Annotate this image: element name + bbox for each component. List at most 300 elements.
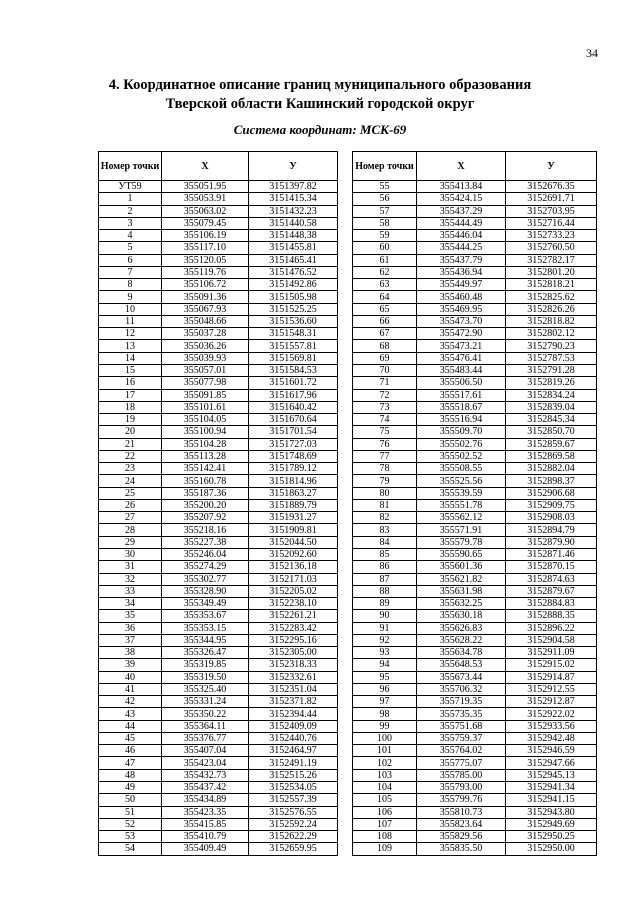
cell-y: 3151505.98 bbox=[249, 291, 338, 303]
cell-y: 3152283.42 bbox=[249, 622, 338, 634]
table-row bbox=[353, 806, 597, 818]
cell-point-number: 54 bbox=[99, 843, 162, 855]
cell-x: 355437.42 bbox=[162, 782, 249, 794]
table-row bbox=[353, 757, 597, 769]
cell-x: 355509.70 bbox=[417, 426, 506, 438]
cell-x: 355413.84 bbox=[417, 181, 506, 193]
cell-point-number: 78 bbox=[353, 463, 417, 475]
cell-x: 355119.76 bbox=[162, 266, 249, 278]
cell-x: 355829.56 bbox=[417, 831, 506, 843]
table-row bbox=[353, 328, 597, 340]
cell-point-number: 86 bbox=[353, 561, 417, 573]
cell-y: 3152884.83 bbox=[506, 598, 597, 610]
cell-y: 3152912.55 bbox=[506, 683, 597, 695]
cell-y: 3152947.66 bbox=[506, 757, 597, 769]
cell-x: 355187.36 bbox=[162, 487, 249, 499]
cell-x: 355626.83 bbox=[417, 622, 506, 634]
cell-x: 355551.78 bbox=[417, 499, 506, 511]
cell-point-number: 72 bbox=[353, 389, 417, 401]
cell-y: 3151476.52 bbox=[249, 266, 338, 278]
table-row bbox=[99, 377, 338, 389]
cell-y: 3152440.76 bbox=[249, 732, 338, 744]
cell-x: 355632.25 bbox=[417, 598, 506, 610]
cell-point-number: 31 bbox=[99, 561, 162, 573]
table-row bbox=[353, 463, 597, 475]
cell-y: 3152896.22 bbox=[506, 622, 597, 634]
table-row bbox=[99, 291, 338, 303]
table-row bbox=[99, 757, 338, 769]
table-row bbox=[99, 708, 338, 720]
cell-y: 3151617.96 bbox=[249, 389, 338, 401]
cell-y: 3152870.15 bbox=[506, 561, 597, 573]
cell-x: 355326.47 bbox=[162, 647, 249, 659]
cell-x: 355328.90 bbox=[162, 585, 249, 597]
table-row bbox=[99, 659, 338, 671]
cell-y: 3152942.48 bbox=[506, 732, 597, 744]
cell-y: 3151701.54 bbox=[249, 426, 338, 438]
table-row bbox=[353, 352, 597, 364]
cell-point-number: 5 bbox=[99, 242, 162, 254]
cell-y: 3152871.46 bbox=[506, 548, 597, 560]
table-row bbox=[353, 696, 597, 708]
cell-point-number: 82 bbox=[353, 512, 417, 524]
table-row bbox=[353, 683, 597, 695]
cell-point-number: 8 bbox=[99, 279, 162, 291]
cell-x: 355460.48 bbox=[417, 291, 506, 303]
cell-x: 355472.90 bbox=[417, 328, 506, 340]
cell-point-number: 33 bbox=[99, 585, 162, 597]
cell-x: 355751.68 bbox=[417, 720, 506, 732]
table-row bbox=[99, 450, 338, 462]
cell-point-number: 64 bbox=[353, 291, 417, 303]
cell-x: 355437.29 bbox=[417, 205, 506, 217]
cell-point-number: 9 bbox=[99, 291, 162, 303]
cell-point-number: 12 bbox=[99, 328, 162, 340]
cell-point-number: 1 bbox=[99, 193, 162, 205]
table-row bbox=[353, 315, 597, 327]
cell-y: 3152874.63 bbox=[506, 573, 597, 585]
table-row bbox=[353, 598, 597, 610]
cell-y: 3151789.12 bbox=[249, 463, 338, 475]
cell-y: 3152945.13 bbox=[506, 769, 597, 781]
cell-point-number: 68 bbox=[353, 340, 417, 352]
cell-point-number: 69 bbox=[353, 352, 417, 364]
cell-y: 3152941.15 bbox=[506, 794, 597, 806]
table-row bbox=[353, 573, 597, 585]
cell-point-number: 19 bbox=[99, 414, 162, 426]
cell-x: 355810.73 bbox=[417, 806, 506, 818]
header-x: X bbox=[417, 152, 506, 181]
cell-y: 3152818.21 bbox=[506, 279, 597, 291]
cell-x: 355227.38 bbox=[162, 536, 249, 548]
cell-x: 355037.28 bbox=[162, 328, 249, 340]
cell-point-number: 40 bbox=[99, 671, 162, 683]
coordinates-table-right bbox=[352, 151, 597, 856]
table-row bbox=[99, 254, 338, 266]
cell-point-number: 98 bbox=[353, 708, 417, 720]
cell-y: 3151548.31 bbox=[249, 328, 338, 340]
cell-point-number: 80 bbox=[353, 487, 417, 499]
table-row bbox=[99, 806, 338, 818]
cell-y: 3152044.50 bbox=[249, 536, 338, 548]
cell-y: 3151584.53 bbox=[249, 364, 338, 376]
cell-y: 3152801.20 bbox=[506, 266, 597, 278]
cell-x: 355039.93 bbox=[162, 352, 249, 364]
cell-y: 3152850.70 bbox=[506, 426, 597, 438]
cell-x: 355631.98 bbox=[417, 585, 506, 597]
cell-y: 3152394.44 bbox=[249, 708, 338, 720]
table-row bbox=[353, 843, 597, 855]
cell-y: 3151863.27 bbox=[249, 487, 338, 499]
cell-y: 3152716.44 bbox=[506, 217, 597, 229]
cell-x: 355104.28 bbox=[162, 438, 249, 450]
cell-point-number: 26 bbox=[99, 499, 162, 511]
cell-point-number: 74 bbox=[353, 414, 417, 426]
table-row bbox=[353, 536, 597, 548]
cell-point-number: 43 bbox=[99, 708, 162, 720]
table-row bbox=[99, 279, 338, 291]
title-line-1: 4. Координатное описание границ муниципального образования bbox=[108, 77, 532, 93]
cell-y: 3152691.71 bbox=[506, 193, 597, 205]
cell-point-number: 16 bbox=[99, 377, 162, 389]
cell-y: 3152915.02 bbox=[506, 659, 597, 671]
cell-point-number: 36 bbox=[99, 622, 162, 634]
cell-y: 3151415.34 bbox=[249, 193, 338, 205]
cell-y: 3152295.16 bbox=[249, 634, 338, 646]
cell-x: 355630.18 bbox=[417, 610, 506, 622]
cell-x: 355113.28 bbox=[162, 450, 249, 462]
cell-y: 3152332.61 bbox=[249, 671, 338, 683]
table-row bbox=[353, 622, 597, 634]
table-row bbox=[353, 377, 597, 389]
cell-y: 3152622.29 bbox=[249, 831, 338, 843]
cell-x: 355077.98 bbox=[162, 377, 249, 389]
cell-y: 3152914.87 bbox=[506, 671, 597, 683]
cell-x: 355302.77 bbox=[162, 573, 249, 585]
cell-point-number: 52 bbox=[99, 818, 162, 830]
cell-y: 3151432.23 bbox=[249, 205, 338, 217]
table-row bbox=[353, 426, 597, 438]
cell-y: 3152879.67 bbox=[506, 585, 597, 597]
cell-y: 3152859.67 bbox=[506, 438, 597, 450]
cell-y: 3152879.90 bbox=[506, 536, 597, 548]
table-row bbox=[353, 708, 597, 720]
cell-point-number: 13 bbox=[99, 340, 162, 352]
header-y: У bbox=[249, 152, 338, 181]
cell-point-number: 41 bbox=[99, 683, 162, 695]
cell-x: 355764.02 bbox=[417, 745, 506, 757]
cell-point-number: 102 bbox=[353, 757, 417, 769]
table-row bbox=[99, 352, 338, 364]
table-row bbox=[99, 242, 338, 254]
cell-x: 355673.44 bbox=[417, 671, 506, 683]
cell-x: 355091.36 bbox=[162, 291, 249, 303]
table-row bbox=[353, 279, 597, 291]
cell-y: 3152894.79 bbox=[506, 524, 597, 536]
cell-point-number: 95 bbox=[353, 671, 417, 683]
cell-point-number: 81 bbox=[353, 499, 417, 511]
table-row bbox=[353, 585, 597, 597]
table-row bbox=[353, 548, 597, 560]
table-row bbox=[353, 769, 597, 781]
cell-x: 355735.35 bbox=[417, 708, 506, 720]
cell-point-number: 35 bbox=[99, 610, 162, 622]
cell-y: 3151536.60 bbox=[249, 315, 338, 327]
table-row bbox=[353, 205, 597, 217]
cell-x: 355539.59 bbox=[417, 487, 506, 499]
cell-point-number: 103 bbox=[353, 769, 417, 781]
table-row bbox=[99, 475, 338, 487]
cell-x: 355353.15 bbox=[162, 622, 249, 634]
table-row bbox=[353, 364, 597, 376]
cell-y: 3151889.79 bbox=[249, 499, 338, 511]
cell-point-number: 62 bbox=[353, 266, 417, 278]
cell-x: 355835.50 bbox=[417, 843, 506, 855]
cell-x: 355319.50 bbox=[162, 671, 249, 683]
cell-y: 3151909.81 bbox=[249, 524, 338, 536]
cell-y: 3152869.58 bbox=[506, 450, 597, 462]
cell-x: 355446.04 bbox=[417, 230, 506, 242]
cell-point-number: 22 bbox=[99, 450, 162, 462]
table-row bbox=[99, 671, 338, 683]
table-row bbox=[353, 512, 597, 524]
cell-x: 355410.79 bbox=[162, 831, 249, 843]
table-row bbox=[353, 266, 597, 278]
cell-x: 355423.35 bbox=[162, 806, 249, 818]
table-row bbox=[353, 303, 597, 315]
table-row bbox=[99, 561, 338, 573]
table-row bbox=[99, 794, 338, 806]
cell-point-number: 28 bbox=[99, 524, 162, 536]
cell-x: 355349.49 bbox=[162, 598, 249, 610]
cell-point-number: 93 bbox=[353, 647, 417, 659]
title-line-2: Тверской области Кашинский городской округ bbox=[165, 96, 475, 112]
cell-x: 355823.64 bbox=[417, 818, 506, 830]
cell-y: 3152534.05 bbox=[249, 782, 338, 794]
page-number: 34 bbox=[586, 46, 598, 60]
cell-point-number: 67 bbox=[353, 328, 417, 340]
cell-x: 355437.79 bbox=[417, 254, 506, 266]
table-row bbox=[353, 561, 597, 573]
cell-y: 3152790.23 bbox=[506, 340, 597, 352]
cell-y: 3152908.03 bbox=[506, 512, 597, 524]
cell-point-number: 45 bbox=[99, 732, 162, 744]
cell-x: 355506.50 bbox=[417, 377, 506, 389]
cell-point-number: 65 bbox=[353, 303, 417, 315]
table-row bbox=[353, 340, 597, 352]
cell-x: 355423.04 bbox=[162, 757, 249, 769]
cell-x: 355048.66 bbox=[162, 315, 249, 327]
cell-x: 355409.49 bbox=[162, 843, 249, 855]
cell-point-number: 49 bbox=[99, 782, 162, 794]
table-row bbox=[353, 291, 597, 303]
table-row bbox=[353, 634, 597, 646]
cell-x: 355100.94 bbox=[162, 426, 249, 438]
cell-point-number: 15 bbox=[99, 364, 162, 376]
cell-point-number: 47 bbox=[99, 757, 162, 769]
cell-x: 355376.77 bbox=[162, 732, 249, 744]
cell-point-number: 2 bbox=[99, 205, 162, 217]
cell-y: 3152922.02 bbox=[506, 708, 597, 720]
cell-x: 355051.95 bbox=[162, 181, 249, 193]
cell-x: 355331.24 bbox=[162, 696, 249, 708]
cell-x: 355590.65 bbox=[417, 548, 506, 560]
cell-x: 355444.25 bbox=[417, 242, 506, 254]
cell-point-number: 99 bbox=[353, 720, 417, 732]
cell-point-number: 24 bbox=[99, 475, 162, 487]
table-row bbox=[99, 389, 338, 401]
cell-x: 355473.21 bbox=[417, 340, 506, 352]
cell-y: 3152515.26 bbox=[249, 769, 338, 781]
document-title bbox=[0, 76, 640, 114]
cell-y: 3151814.96 bbox=[249, 475, 338, 487]
cell-point-number: 71 bbox=[353, 377, 417, 389]
cell-point-number: 106 bbox=[353, 806, 417, 818]
table-row bbox=[353, 438, 597, 450]
cell-point-number: 50 bbox=[99, 794, 162, 806]
cell-point-number: 46 bbox=[99, 745, 162, 757]
cell-point-number: 34 bbox=[99, 598, 162, 610]
cell-x: 355325.40 bbox=[162, 683, 249, 695]
cell-point-number: 84 bbox=[353, 536, 417, 548]
table-row bbox=[353, 487, 597, 499]
table-row bbox=[353, 659, 597, 671]
cell-point-number: 83 bbox=[353, 524, 417, 536]
table-row bbox=[99, 193, 338, 205]
table-row bbox=[353, 732, 597, 744]
cell-x: 355502.52 bbox=[417, 450, 506, 462]
cell-y: 3152906.68 bbox=[506, 487, 597, 499]
table-row bbox=[99, 414, 338, 426]
table-row bbox=[99, 536, 338, 548]
cell-x: 355063.02 bbox=[162, 205, 249, 217]
table-row bbox=[99, 585, 338, 597]
cell-x: 355444.49 bbox=[417, 217, 506, 229]
cell-x: 355621.82 bbox=[417, 573, 506, 585]
table-row bbox=[99, 548, 338, 560]
table-row bbox=[99, 634, 338, 646]
table-row bbox=[99, 303, 338, 315]
cell-point-number: 38 bbox=[99, 647, 162, 659]
cell-y: 3151748.69 bbox=[249, 450, 338, 462]
cell-point-number: 11 bbox=[99, 315, 162, 327]
table-row bbox=[353, 499, 597, 511]
cell-point-number: 25 bbox=[99, 487, 162, 499]
cell-point-number: 51 bbox=[99, 806, 162, 818]
cell-point-number: 18 bbox=[99, 401, 162, 413]
cell-point-number: 20 bbox=[99, 426, 162, 438]
cell-point-number: 94 bbox=[353, 659, 417, 671]
table-row bbox=[99, 315, 338, 327]
table-row bbox=[353, 720, 597, 732]
cell-point-number: 29 bbox=[99, 536, 162, 548]
table-row bbox=[353, 230, 597, 242]
cell-x: 355106.19 bbox=[162, 230, 249, 242]
cell-y: 3152592.24 bbox=[249, 818, 338, 830]
cell-x: 355319.85 bbox=[162, 659, 249, 671]
table-row bbox=[99, 720, 338, 732]
cell-x: 355432.73 bbox=[162, 769, 249, 781]
cell-point-number: 21 bbox=[99, 438, 162, 450]
cell-point-number: 75 bbox=[353, 426, 417, 438]
cell-y: 3152912.87 bbox=[506, 696, 597, 708]
table-row bbox=[99, 647, 338, 659]
table-row bbox=[99, 499, 338, 511]
cell-x: 355469.95 bbox=[417, 303, 506, 315]
table-row bbox=[353, 242, 597, 254]
cell-point-number: 4 bbox=[99, 230, 162, 242]
cell-x: 355449.97 bbox=[417, 279, 506, 291]
cell-y: 3151440.58 bbox=[249, 217, 338, 229]
cell-point-number: 61 bbox=[353, 254, 417, 266]
table-row bbox=[353, 794, 597, 806]
cell-point-number: 105 bbox=[353, 794, 417, 806]
cell-point-number: 23 bbox=[99, 463, 162, 475]
cell-x: 355053.91 bbox=[162, 193, 249, 205]
cell-x: 355579.78 bbox=[417, 536, 506, 548]
cell-y: 3152787.53 bbox=[506, 352, 597, 364]
cell-x: 355525.56 bbox=[417, 475, 506, 487]
cell-y: 3151397.82 bbox=[249, 181, 338, 193]
cell-y: 3152659.95 bbox=[249, 843, 338, 855]
cell-y: 3152171.03 bbox=[249, 573, 338, 585]
table-row bbox=[99, 426, 338, 438]
table-row bbox=[99, 340, 338, 352]
cell-x: 355101.61 bbox=[162, 401, 249, 413]
cell-x: 355517.61 bbox=[417, 389, 506, 401]
cell-point-number: 87 bbox=[353, 573, 417, 585]
cell-x: 355634.78 bbox=[417, 647, 506, 659]
cell-x: 355502.76 bbox=[417, 438, 506, 450]
cell-y: 3152818.82 bbox=[506, 315, 597, 327]
cell-point-number: 27 bbox=[99, 512, 162, 524]
cell-x: 355719.35 bbox=[417, 696, 506, 708]
table-row bbox=[99, 401, 338, 413]
table-row bbox=[99, 769, 338, 781]
cell-point-number: 107 bbox=[353, 818, 417, 830]
cell-point-number: 10 bbox=[99, 303, 162, 315]
cell-x: 355353.67 bbox=[162, 610, 249, 622]
cell-point-number: 85 bbox=[353, 548, 417, 560]
table-row bbox=[99, 463, 338, 475]
table-row bbox=[99, 610, 338, 622]
cell-x: 355476.41 bbox=[417, 352, 506, 364]
table-row bbox=[353, 254, 597, 266]
cell-point-number: 79 bbox=[353, 475, 417, 487]
cell-point-number: 56 bbox=[353, 193, 417, 205]
cell-y: 3152950.00 bbox=[506, 843, 597, 855]
table-row bbox=[99, 782, 338, 794]
cell-y: 3152409.09 bbox=[249, 720, 338, 732]
cell-y: 3152943.80 bbox=[506, 806, 597, 818]
cell-x: 355142.41 bbox=[162, 463, 249, 475]
cell-x: 355160.78 bbox=[162, 475, 249, 487]
cell-x: 355079.45 bbox=[162, 217, 249, 229]
cell-point-number: 37 bbox=[99, 634, 162, 646]
table-row bbox=[353, 450, 597, 462]
table-row bbox=[99, 230, 338, 242]
table-row bbox=[99, 573, 338, 585]
table-row bbox=[99, 217, 338, 229]
header-point-number: Номер точки bbox=[99, 152, 162, 181]
cell-point-number: УТ59 bbox=[99, 181, 162, 193]
cell-y: 3152371.82 bbox=[249, 696, 338, 708]
cell-y: 3152351.04 bbox=[249, 683, 338, 695]
cell-y: 3152933.56 bbox=[506, 720, 597, 732]
cell-y: 3152950.25 bbox=[506, 831, 597, 843]
cell-point-number: 39 bbox=[99, 659, 162, 671]
cell-x: 355793.00 bbox=[417, 782, 506, 794]
